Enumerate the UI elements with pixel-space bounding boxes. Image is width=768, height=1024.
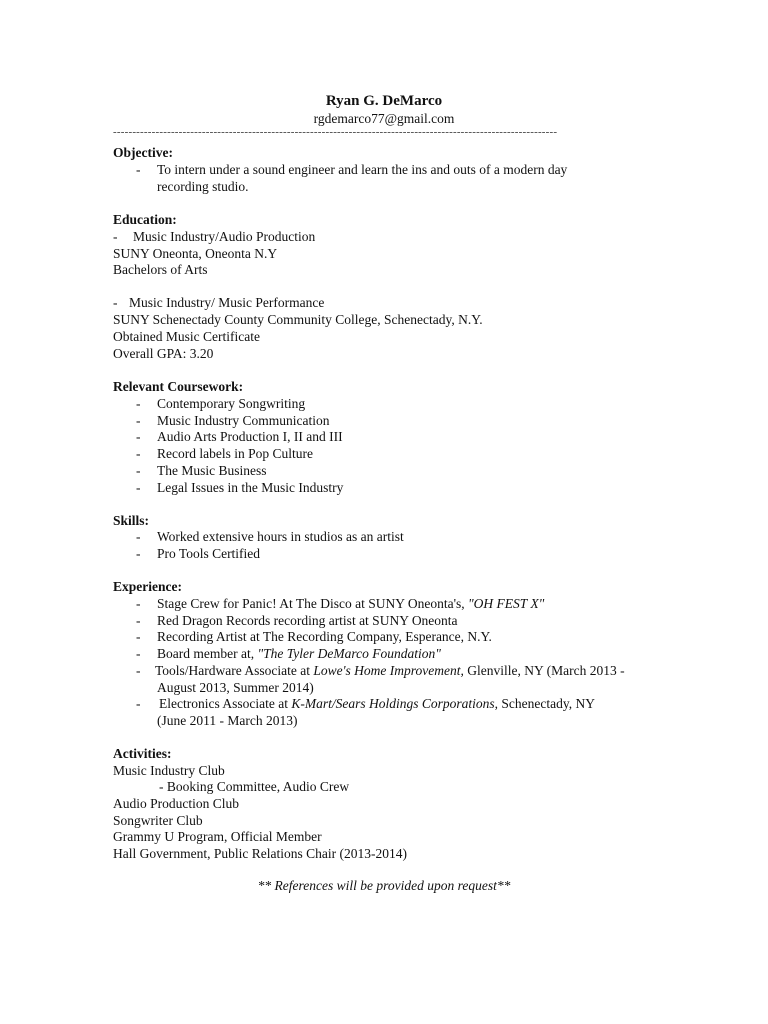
- objective-line-1: To intern under a sound engineer and learn the ins and outs of a modern day: [157, 162, 568, 177]
- experience-item-6-line-2: (June 2011 - March 2013): [157, 713, 298, 728]
- coursework-item: Audio Arts Production I, II and III: [157, 429, 343, 444]
- experience-item-5-line-2: August 2013, Summer 2014): [157, 680, 314, 695]
- references-note: ** References will be provided upon request**: [257, 878, 511, 893]
- activity-hall-government: Hall Government, Public Relations Chair (2013-2014): [113, 846, 407, 861]
- activity-music-industry-club-role: - Booking Committee, Audio Crew: [159, 779, 350, 794]
- coursework-dash: -: [136, 413, 141, 428]
- experience-item-1-text: Stage Crew for Panic! At The Disco at SUNY Oneonta's,: [157, 596, 469, 611]
- activity-music-industry-club: Music Industry Club: [113, 763, 225, 778]
- candidate-email: rgdemarco77@gmail.com: [313, 111, 455, 126]
- experience-dash: -: [136, 663, 141, 678]
- coursework-dash: -: [136, 446, 141, 461]
- education-dash-1: -: [113, 229, 118, 244]
- objective-heading: Objective:: [113, 145, 173, 160]
- experience-item-4: [157, 645, 441, 662]
- education-program-1: Music Industry/Audio Production: [133, 229, 316, 244]
- header-divider: -------------------------------------------------------------------------------------------------------------------: [113, 126, 558, 138]
- coursework-heading: Relevant Coursework:: [113, 379, 244, 394]
- activity-grammy-u: Grammy U Program, Official Member: [113, 829, 322, 844]
- experience-item-4-text: Board member at,: [157, 646, 258, 661]
- experience-item-2: Red Dragon Records recording artist at SUNY Oneonta: [157, 613, 458, 628]
- education-school-2: SUNY Schenectady County Community College, Schenectady, N.Y.: [113, 312, 483, 327]
- experience-heading: Experience:: [113, 579, 182, 594]
- experience-item-6: [159, 695, 595, 712]
- experience-dash: -: [136, 596, 141, 611]
- experience-item-5-employer: Lowe's Home Improvement,: [313, 663, 464, 678]
- activity-audio-production-club: Audio Production Club: [113, 796, 240, 811]
- experience-item-1-event: "OH FEST X": [468, 596, 545, 611]
- education-dash-2: -: [113, 295, 118, 310]
- experience-item-6-rest: , Schenectady, NY: [494, 696, 595, 711]
- experience-item-6-text: Electronics Associate at: [159, 696, 292, 711]
- experience-item-6-employer: K-Mart/Sears Holdings Corporations: [291, 696, 495, 711]
- objective-line-2: recording studio.: [157, 179, 249, 194]
- activity-songwriter-club: Songwriter Club: [113, 813, 203, 828]
- skills-item: Worked extensive hours in studios as an artist: [157, 529, 404, 544]
- education-heading: Education:: [113, 212, 177, 227]
- skills-item: Pro Tools Certified: [157, 546, 261, 561]
- experience-item-5: [155, 662, 625, 679]
- education-gpa: Overall GPA: 3.20: [113, 346, 214, 361]
- coursework-item: Legal Issues in the Music Industry: [157, 480, 344, 495]
- experience-dash: -: [136, 646, 141, 661]
- coursework-dash: -: [136, 463, 141, 478]
- experience-item-1: [157, 595, 544, 612]
- skills-dash: -: [136, 529, 141, 544]
- experience-dash: -: [136, 629, 141, 644]
- education-program-2: Music Industry/ Music Performance: [129, 295, 325, 310]
- coursework-dash: -: [136, 396, 141, 411]
- coursework-dash: -: [136, 480, 141, 495]
- experience-item-4-org: "The Tyler DeMarco Foundation": [257, 646, 441, 661]
- experience-dash: -: [136, 696, 141, 711]
- activities-heading: Activities:: [113, 746, 172, 761]
- experience-item-5-text: Tools/Hardware Associate at: [155, 663, 314, 678]
- education-degree-1: Bachelors of Arts: [113, 262, 208, 277]
- experience-dash: -: [136, 613, 141, 628]
- candidate-name: Ryan G. DeMarco: [325, 93, 443, 109]
- experience-item-5-rest: Glenville, NY (March 2013 -: [463, 663, 625, 678]
- coursework-item: Music Industry Communication: [157, 413, 330, 428]
- skills-heading: Skills:: [113, 513, 150, 528]
- coursework-item: The Music Business: [157, 463, 267, 478]
- education-degree-2: Obtained Music Certificate: [113, 329, 260, 344]
- coursework-item: Contemporary Songwriting: [157, 396, 306, 411]
- objective-dash: -: [136, 162, 141, 177]
- education-school-1: SUNY Oneonta, Oneonta N.Y: [113, 246, 278, 261]
- coursework-item: Record labels in Pop Culture: [157, 446, 313, 461]
- coursework-dash: -: [136, 429, 141, 444]
- experience-item-3: Recording Artist at The Recording Company, Esperance, N.Y.: [157, 629, 492, 644]
- skills-dash: -: [136, 546, 141, 561]
